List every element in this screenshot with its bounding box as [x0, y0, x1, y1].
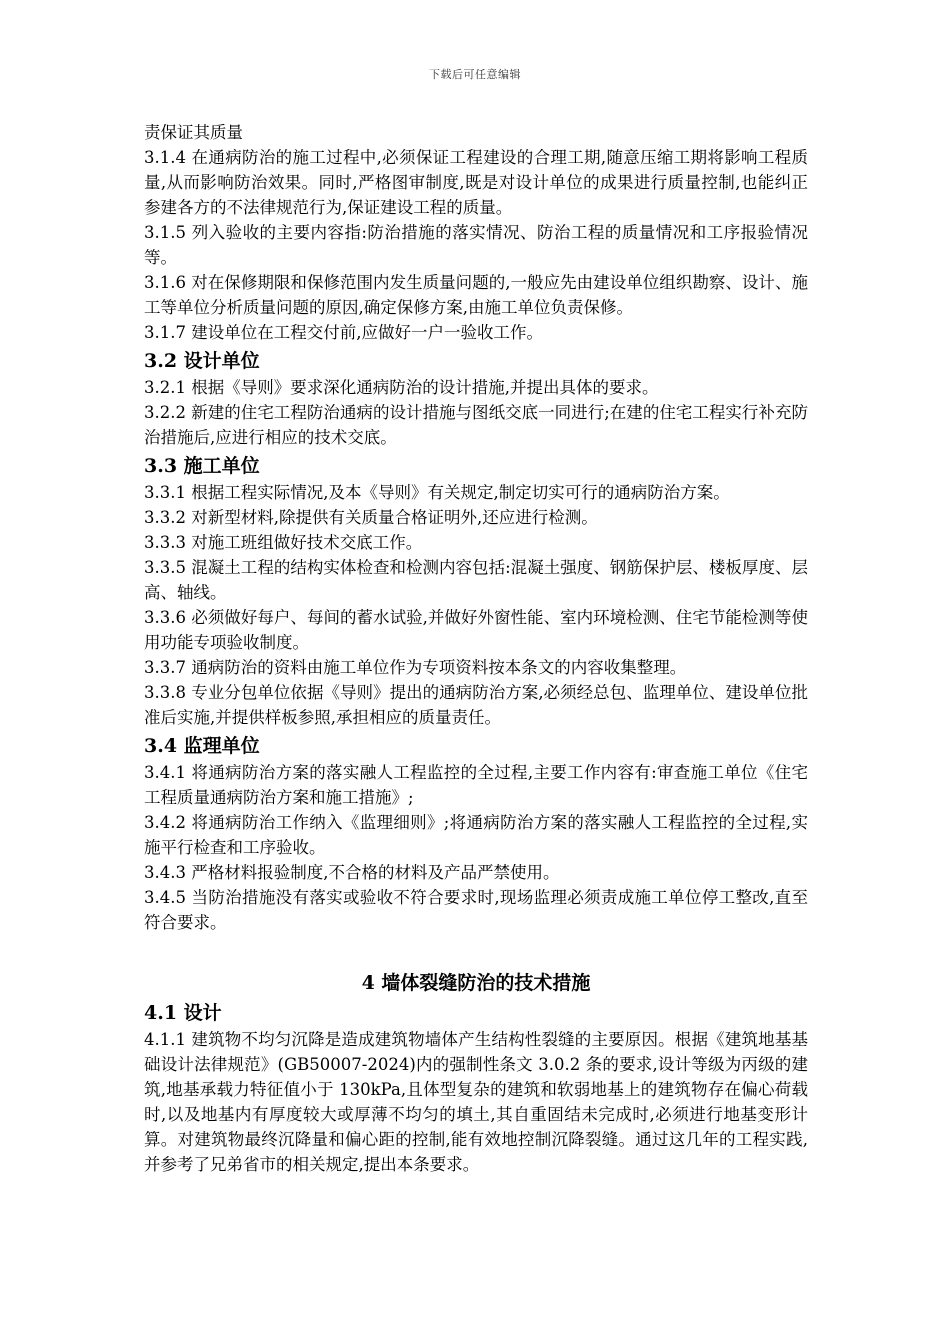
paragraph-3-1-5: 3.1.5 列入验收的主要内容指:防治措施的落实情况、防治工程的质量情况和工序报验情况等。 — [144, 223, 808, 267]
section-heading-3-2: 3.2 设计单位 — [144, 350, 260, 372]
section-heading-3-3: 3.3 施工单位 — [144, 455, 260, 477]
page-header-note: 下载后可任意编辑 — [429, 68, 521, 81]
paragraph-3-4-5: 3.4.5 当防治措施没有落实或验收不符合要求时,现场监理必须责成施工单位停工整改,直至符合要求。 — [144, 888, 808, 932]
paragraph-4-1-1: 4.1.1 建筑物不均匀沉降是造成建筑物墙体产生结构性裂缝的主要原因。根据《建筑地基基础设计法律规范》(GB50007-2024)内的强制性条文 3.0.2 条的要求,设计等级为丙级的建筑,地基承载力特征值小于 130kPa,且体型复杂的建筑和软弱地基上的建筑物存在偏心荷载时,以及地基内有厚度较大或厚薄不均匀的填土,其自重固结未完成时,必须进行地基变形计算。对建筑物最终沉降量和偏心距的控制,能有效地控制沉降裂缝。通过这几年的工程实践,并参考了兄弟省市的相关规定,提出本条要求。 — [144, 1030, 808, 1174]
paragraph-3-3-7: 3.3.7 通病防治的资料由施工单位作为专项资料按本条文的内容收集整理。 — [144, 658, 687, 677]
paragraph-3-4-2: 3.4.2 将通病防治工作纳入《监理细则》;将通病防治方案的落实融人工程监控的全过程,实施平行检查和工序验收。 — [144, 813, 808, 857]
paragraph-3-2-1: 3.2.1 根据《导则》要求深化通病防治的设计措施,并提出具体的要求。 — [144, 378, 659, 397]
paragraph-3-1-7: 3.1.7 建设单位在工程交付前,应做好一户一验收工作。 — [144, 323, 543, 342]
chapter-heading-4: 4 墙体裂缝防治的技术措施 — [361, 972, 591, 994]
paragraph-3-3-2: 3.3.2 对新型材料,除提供有关质量合格证明外,还应进行检测。 — [144, 508, 598, 527]
paragraph-3-3-1: 3.3.1 根据工程实际情况,及本《导则》有关规定,制定切实可行的通病防治方案。 — [144, 483, 730, 502]
paragraph-3-3-8: 3.3.8 专业分包单位依据《导则》提出的通病防治方案,必须经总包、监理单位、建设单位批准后实施,并提供样板参照,承担相应的质量责任。 — [144, 683, 808, 727]
paragraph-continuation: 责保证其质量 — [144, 123, 243, 142]
paragraph-3-3-6: 3.3.6 必须做好每户、每间的蓄水试验,并做好外窗性能、室内环境检测、住宅节能检测等使用功能专项验收制度。 — [144, 608, 808, 652]
paragraph-3-2-2: 3.2.2 新建的住宅工程防治通病的设计措施与图纸交底一同进行;在建的住宅工程实行补充防治措施后,应进行相应的技术交底。 — [144, 403, 808, 447]
document-body — [144, 120, 808, 1177]
paragraph-3-4-3: 3.4.3 严格材料报验制度,不合格的材料及产品严禁使用。 — [144, 863, 560, 882]
section-heading-4-1: 4.1 设计 — [144, 1002, 222, 1024]
paragraph-3-3-3: 3.3.3 对施工班组做好技术交底工作。 — [144, 533, 423, 552]
section-heading-3-4: 3.4 监理单位 — [144, 735, 260, 757]
paragraph-3-3-5: 3.3.5 混凝土工程的结构实体检查和检测内容包括:混凝土强度、钢筋保护层、楼板厚度、层高、轴线。 — [144, 558, 808, 602]
paragraph-3-1-4: 3.1.4 在通病防治的施工过程中,必须保证工程建设的合理工期,随意压缩工期将影响工程质量,从而影响防治效果。同时,严格图审制度,既是对设计单位的成果进行质量控制,也能纠正参建各方的不法律规范行为,保证建设工程的质量。 — [144, 148, 808, 217]
paragraph-3-1-6: 3.1.6 对在保修期限和保修范围内发生质量问题的,一般应先由建设单位组织勘察、设计、施工等单位分析质量问题的原因,确定保修方案,由施工单位负责保修。 — [144, 273, 808, 317]
paragraph-3-4-1: 3.4.1 将通病防治方案的落实融人工程监控的全过程,主要工作内容有:审查施工单位《住宅工程质量通病防治方案和施工措施》; — [144, 763, 808, 807]
